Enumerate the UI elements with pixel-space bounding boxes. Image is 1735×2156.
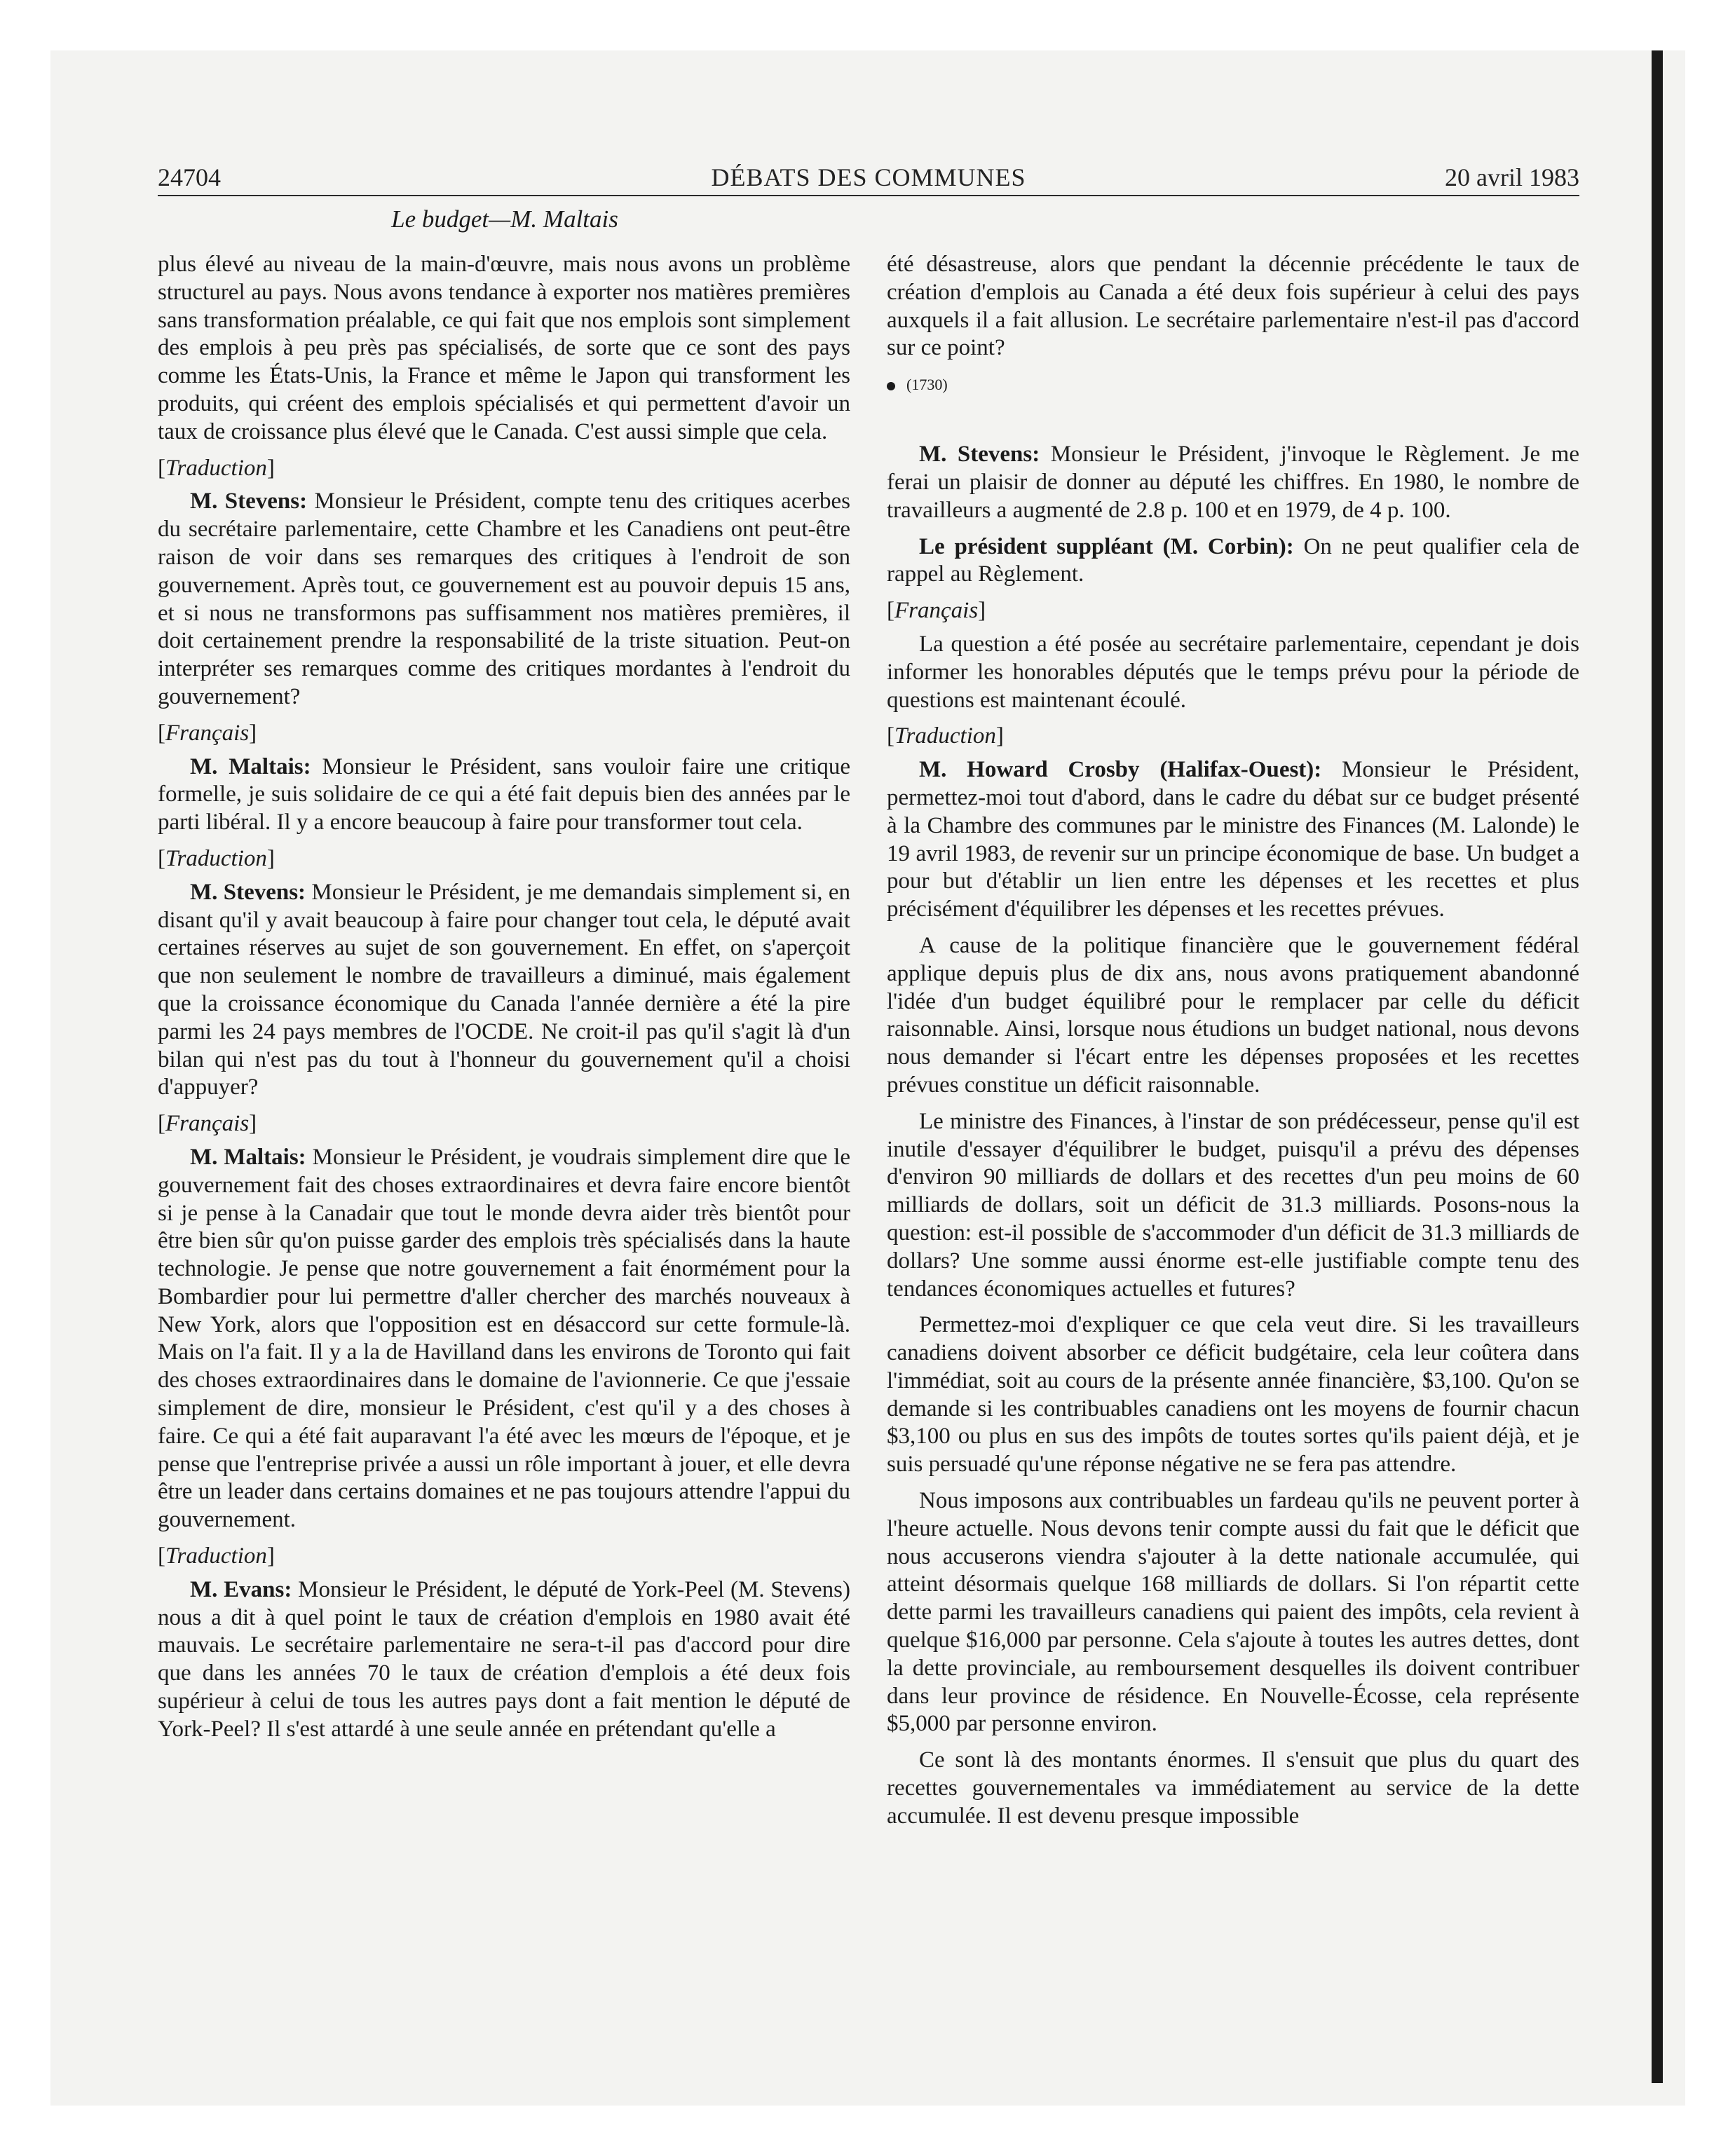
header-rule (158, 195, 1579, 196)
speaker-name: M. Stevens: (919, 442, 1040, 468)
language-label: [Traduction] (158, 455, 275, 481)
paragraph: M. Stevens: Monsieur le Président, j'invoque le Règlement. Je me ferai un plaisir de donner au député les chiffres. En 1980, le nombre de travailleurs a augmenté de 2.8 p. 100 et en 1979, de 4 p. 100. (887, 442, 1579, 523)
scan-edge-bar (1652, 50, 1663, 2083)
paragraph: Le président suppléant (M. Corbin): On ne peut qualifier cela de rappel au Règlement. (887, 533, 1580, 587)
language-label: [Traduction] (158, 1543, 275, 1569)
speaker-name: M. Maltais: (190, 1144, 306, 1170)
paragraph: M. Maltais: Monsieur le Président, je voudrais simplement dire que le gouvernement fait des choses extraordinaires et devra faire encore bientôt si je pense à la Canadair que tout le monde devra aider très bientôt pour être bien sûr qu'on puisse garder des emplois très spécialisés dans la haute technologie. Je pense que notre gouvernement a fait énormément pour la Bombardier pour lui permettre d'aller chercher des marchés nouveaux à New York, alors que l'opposition est en désaccord sur cette formule-là. Mais on l'a fait. Il y a la de Havilland dans les environs de Toronto qui fait des choses extraordinaires dans le domaine de l'avionnerie. Ce que j'essaie simplement de dire, monsieur le Président, c'est qu'il y a des choses à faire. Ce qui a été fait auparavant l'a été avec les mœurs de l'époque, et je pense que l'entreprise privée a aussi un rôle important à jouer, et elle devra être un leader dans certains domaines et ne pas toujours attendre l'appui du gouvernement. (158, 1144, 851, 1533)
page-header (158, 160, 1579, 195)
left-column (158, 251, 850, 1752)
paragraph: été désastreuse, alors que pendant la décennie précédente le taux de création d'emplois au Canada a été deux fois supérieur à celui des pays auxquels il a fait allusion. Le secrétaire parlementaire n'est-il pas d'accord sur ce point? (887, 252, 1579, 361)
timestamp-marker: (1730) (887, 371, 1579, 399)
right-column (887, 251, 1579, 1839)
paragraph: Permettez-moi d'expliquer ce que cela veut dire. Si les travailleurs canadiens doivent absorber ce déficit budgétaire, cela leur coûtera dans l'immédiat, soit au cours de la présente année financière, $3,100. Qu'on se demande si les contribuables canadiens ont les moyens de fournir chacun $3,100 ou plus en sus des impôts de toutes sortes qu'ils paient déjà, et je suis persuadé qu'une réponse négative ne se fera pas attendre. (887, 1312, 1579, 1478)
paragraph: Nous imposons aux contribuables un fardeau qu'ils ne peuvent porter à l'heure actuelle. Nous devons tenir compte aussi du fait que le déficit que nous accuserons viendra s'ajouter à la dette nationale accumulée, qui atteint désormais quelque 168 milliards de dollars. Si l'on répartit cette dette parmi les travailleurs canadiens qui paient des impôts, cela revient à quelque $16,000 par personne. Cela s'ajoute à toutes les autres dettes, dont la dette provinciale, au remboursement desquelles ils doivent contribuer dans leur province de résidence. En Nouvelle-Écosse, cela représente $5,000 par personne environ. (887, 1488, 1579, 1737)
paragraph: M. Stevens: Monsieur le Président, je me demandais simplement si, en disant qu'il y avait beaucoup à faire pour changer tout cela, le député avait certaines réserves au sujet de son gouvernement. En effet, on s'aperçoit que non seulement le nombre de travailleurs a diminué, mais également que la croissance économique du Canada l'année dernière a été la pire parmi les 24 pays membres de l'OCDE. Ne croit-il pas qu'il s'agit là d'un bilan qui n'est pas du tout à l'honneur du gouvernement qu'il a choisi d'appuyer? (158, 879, 850, 1100)
paragraph: La question a été posée au secrétaire parlementaire, cependant je dois informer les honorables députés que le temps prévu pour la période de questions est maintenant écoulé. (887, 631, 1579, 713)
paragraph: M. Evans: Monsieur le Président, le député de York-Peel (M. Stevens) nous a dit à quel point le taux de création d'emplois en 1980 avait été mauvais. Le secrétaire parlementaire ne sera-t-il pas d'accord pour dire que dans les années 70 le taux de création d'emplois a été deux fois supérieur à celui de tous les autres pays dont a fait mention le député de York-Peel? Il s'est attardé à une seule année en prétendant qu'elle a (158, 1576, 851, 1742)
language-label: [Français] (887, 598, 986, 624)
language-label: [Traduction] (158, 845, 275, 871)
publication-title: DÉBATS DES COMMUNES (711, 163, 1026, 191)
section-subheader: Le budget—M. Maltais (391, 205, 618, 233)
paragraph: Ce sont là des montants énormes. Il s'ensuit que plus du quart des recettes gouvernementales va immédiatement au service de la dette accumulée. Il est devenu presque impossible (887, 1747, 1579, 1829)
language-label: [Traduction] (887, 723, 1004, 749)
speaker-name: M. Maltais: (190, 753, 311, 779)
speaker-name: M. Stevens: (190, 879, 306, 905)
bullet-icon (887, 382, 895, 390)
speaker-name: M. Evans: (190, 1576, 292, 1602)
speaker-name: M. Howard Crosby (Halifax-Ouest): (919, 757, 1322, 783)
paragraph: A cause de la politique financière que le gouvernement fédéral applique depuis plus de dix ans, nous avons pratiquement abandonné l'idée d'un budget équilibré pour le remplacer par celle du déficit raisonnable. Ainsi, lorsque nous étudions un budget national, nous devons nous demander si l'écart entre les dépenses proposées et les recettes prévues constitue un déficit raisonnable. (887, 932, 1579, 1098)
paragraph: M. Howard Crosby (Halifax-Ouest): Monsieur le Président, permettez-moi tout d'abord, dans le cadre du débat sur ce budget présenté à la Chambre des communes par le ministre des Finances (M. Lalonde) le 19 avril 1983, de revenir sur un principe économique de base. Un budget a pour but d'établir un lien entre les dépenses et les recettes et plus précisément d'équilibrer les dépenses et les recettes prévues. (887, 757, 1579, 922)
paragraph: Le ministre des Finances, à l'instar de son prédécesseur, pense qu'il est inutile d'essayer d'équilibrer le budget, puisqu'il a prévu des dépenses d'environ 90 milliards de dollars et des recettes d'un peu moins de 60 milliards de dollars, soit un déficit de 31.3 milliards. Posons-nous la question: est-il possible de s'accommoder d'un déficit de 31.3 milliards de dollars? Une somme aussi énorme est-elle justifiable compte tenu des tendances économiques actuelles et futures? (887, 1108, 1579, 1302)
page-date: 20 avril 1983 (1445, 163, 1579, 191)
paragraph: M. Maltais: Monsieur le Président, sans vouloir faire une critique formelle, je suis solidaire de ce qui a été fait depuis bien des années par le parti libéral. Il y a encore beaucoup à faire pour transformer tout cela. (158, 753, 851, 835)
speaker-name: Le président suppléant (M. Corbin): (919, 533, 1294, 559)
language-label: [Français] (158, 720, 257, 746)
page-number: 24704 (158, 163, 221, 191)
paragraph: M. Stevens: Monsieur le Président, compte tenu des critiques acerbes du secrétaire parlementaire, cette Chambre et les Canadiens ont peut-être raison de voir dans ses remarques des critiques à l'endroit de son gouvernement. Après tout, ce gouvernement est au pouvoir depuis 15 ans, et si nous ne transformons pas suffisamment nos matières premières, il doit certainement prendre la responsabilité de la triste situation. Peut-on interpréter ses remarques comme des critiques mordantes à l'endroit du gouvernement? (158, 489, 851, 709)
paragraph: plus élevé au niveau de la main-d'œuvre, mais nous avons un problème structurel au pays. Nous avons tendance à exporter nos matières premières sans transformation préalable, ce qui fait que nos emplois sont simplement des emplois à peu près pas spécialisés, de sorte que ce sont des pays comme les États-Unis, la France et même le Japon qui transforment les produits, qui créent des emplois spécialisés et qui permettent d'avoir un taux de croissance plus élevé que le Canada. C'est aussi simple que cela. (158, 252, 850, 444)
speaker-name: M. Stevens: (190, 489, 308, 514)
language-label: [Français] (158, 1111, 257, 1137)
